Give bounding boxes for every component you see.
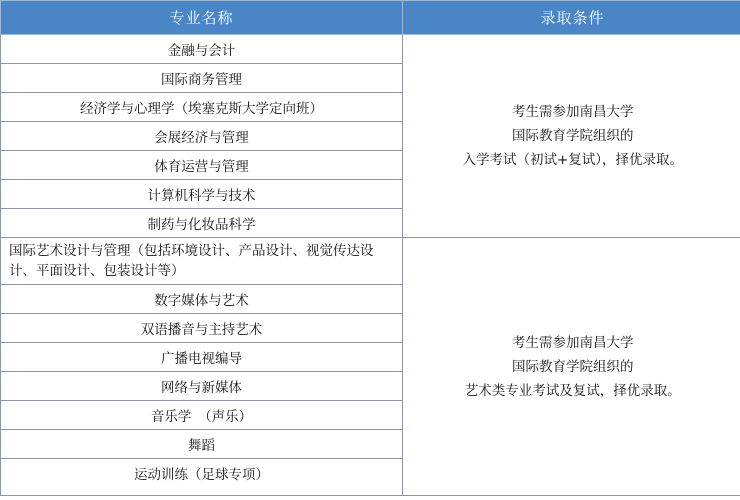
major-cell: 计算机科学与技术 bbox=[1, 180, 403, 209]
condition-line: 艺术类专业考试及复试，择优录取。 bbox=[464, 382, 681, 399]
major-cell: 经济学与心理学（埃塞克斯大学定向班） bbox=[1, 93, 403, 122]
condition-cell-group2 bbox=[403, 238, 740, 496]
major-cell: 会展经济与管理 bbox=[1, 122, 403, 151]
header-major: 专业名称 bbox=[1, 1, 403, 35]
condition-line: 考生需参加南昌大学 bbox=[512, 334, 634, 351]
major-cell: 广播电视编导 bbox=[1, 343, 403, 372]
condition-cell-group1 bbox=[403, 35, 740, 238]
condition-line: 入学考试（初试+复试），择优录取。 bbox=[462, 152, 684, 168]
condition-line: 考生需参加南昌大学 bbox=[512, 104, 634, 120]
major-cell: 制药与化妆品科学 bbox=[1, 209, 403, 238]
major-cell: 数字媒体与艺术 bbox=[1, 285, 403, 314]
major-cell: 舞蹈 bbox=[1, 430, 403, 459]
header-condition: 录取条件 bbox=[403, 1, 740, 35]
table-row bbox=[1, 35, 740, 64]
major-cell: 金融与会计 bbox=[1, 35, 403, 64]
major-cell: 国际艺术设计与管理（包括环境设计、产品设计、视觉传达设计、平面设计、包装设计等） bbox=[1, 238, 403, 285]
header-row bbox=[1, 1, 740, 35]
major-cell: 体育运营与管理 bbox=[1, 151, 403, 180]
condition-line: 国际教育学院组织的 bbox=[512, 128, 634, 144]
table-row bbox=[1, 238, 740, 285]
major-cell: 运动训练（足球专项） bbox=[1, 459, 403, 496]
major-cell: 国际商务管理 bbox=[1, 64, 403, 93]
major-cell: 双语播音与主持艺术 bbox=[1, 314, 403, 343]
condition-line: 国际教育学院组织的 bbox=[512, 358, 634, 375]
major-cell: 音乐学 （声乐） bbox=[1, 401, 403, 430]
major-cell: 网络与新媒体 bbox=[1, 372, 403, 401]
